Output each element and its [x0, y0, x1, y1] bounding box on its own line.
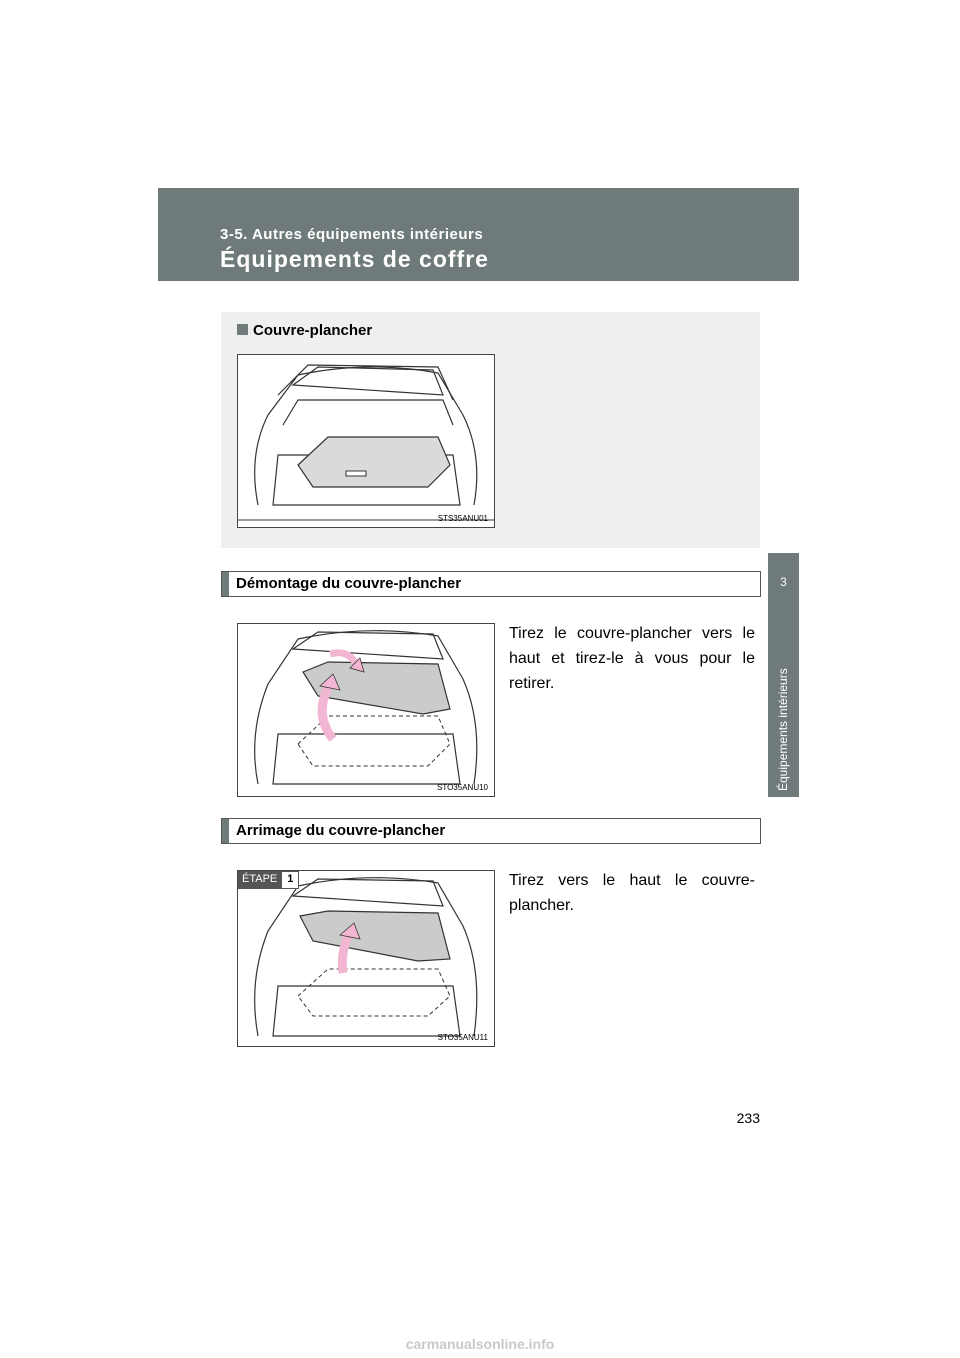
removal-instructions: Tirez le couvre-plancher vers le haut et tirez-le à vous pour le retirer. — [509, 625, 755, 692]
storage-instructions: Tirez vers le haut le couvre-plancher. — [509, 872, 755, 914]
step-number: 1 — [281, 871, 299, 889]
watermark: carmanualsonline.info — [405, 1336, 555, 1352]
removal-heading-text: Démontage du couvre-plancher — [236, 575, 462, 592]
trunk-open-illustration — [238, 355, 494, 527]
chapter-label: Équipements intérieurs — [776, 668, 790, 791]
page-number: 233 — [736, 1110, 760, 1126]
removal-heading — [221, 571, 761, 597]
page-header — [158, 188, 799, 281]
storage-illustration — [237, 870, 495, 1047]
step-badge — [238, 871, 299, 889]
figure-code: STO35ANU10 — [437, 783, 488, 792]
section-label: 3-5. Autres équipements intérieurs — [220, 226, 484, 243]
cover-illustration — [237, 354, 495, 528]
chapter-number: 3 — [780, 575, 787, 589]
step-label: ÉTAPE — [238, 871, 281, 889]
trunk-storage-illustration — [238, 871, 494, 1046]
removal-illustration — [237, 623, 495, 797]
bullet-square-icon — [237, 324, 248, 335]
storage-heading-text: Arrimage du couvre-plancher — [236, 822, 446, 839]
cover-info-box — [221, 312, 760, 548]
page-title: Équipements de coffre — [220, 246, 489, 272]
figure-code: STS35ANU01 — [437, 514, 488, 523]
cover-box-title: Couvre-plancher — [237, 322, 372, 339]
figure-code: STO35ANU11 — [437, 1033, 488, 1042]
trunk-removal-illustration — [238, 624, 494, 796]
storage-heading — [221, 818, 761, 844]
chapter-side-tab — [768, 553, 799, 797]
